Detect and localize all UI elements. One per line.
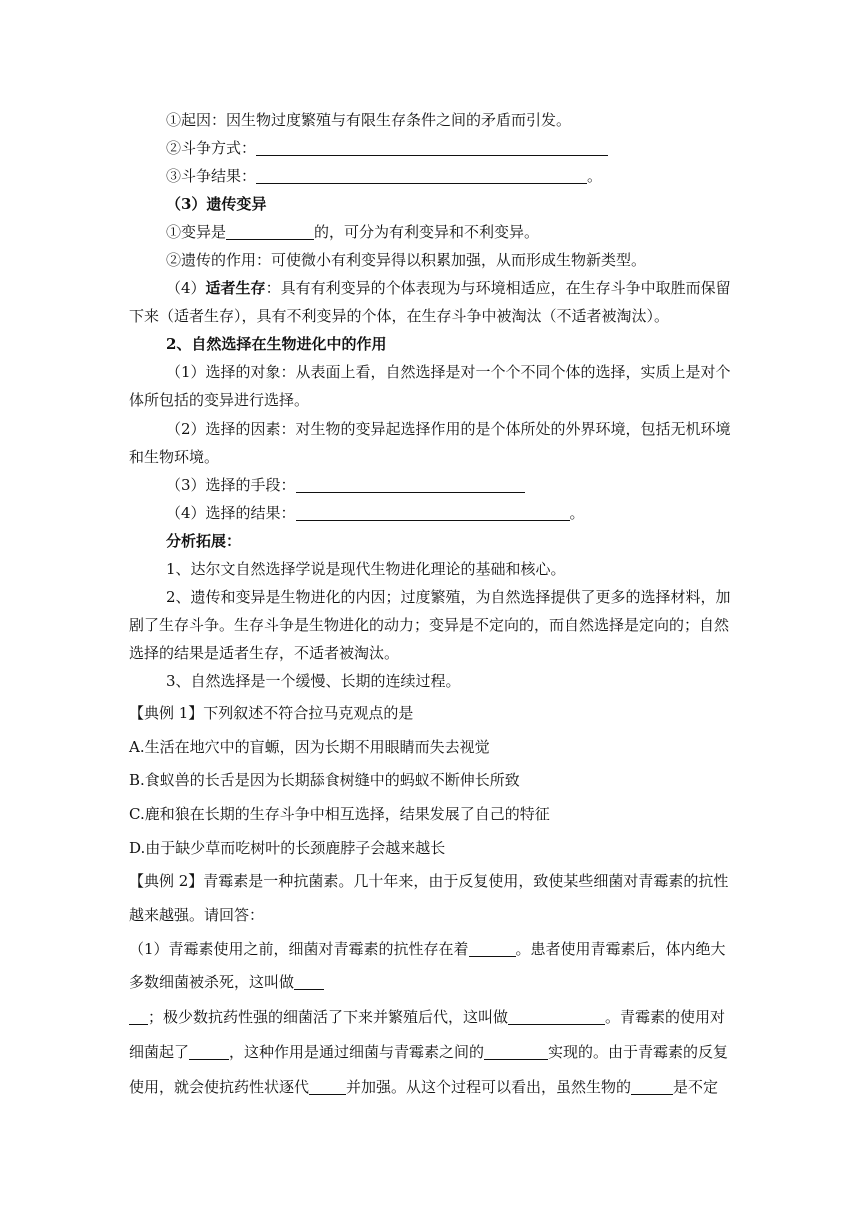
blank-line[interactable] — [631, 1080, 673, 1095]
blank-line[interactable] — [296, 506, 570, 521]
text-line-survival-cont: 下来（适者生存），具有不利变异的个体，在生存斗争中被淘汰（不适者被淘汰）。 — [129, 307, 670, 325]
text-line-result: （4）选择的结果： 。 — [166, 504, 585, 522]
example-2-q1-line-2: 多数细菌被杀死，这叫做 — [129, 973, 324, 991]
blank-line[interactable] — [189, 1045, 229, 1060]
text-line-analysis-2c: 选择的结果是适者生存，不适者被淘汰。 — [129, 644, 400, 662]
text-line-variation-1: ①变异是 的，可分为有利变异和不利变异。 — [166, 223, 540, 241]
section-heading-2: 2、自然选择在生物进化中的作用 — [166, 335, 387, 353]
example-2-q1-line-3: ；极少数抗药性强的细菌活了下来并繁殖后代，这叫做 。青霉素的使用对 — [129, 1008, 725, 1026]
blank-line[interactable] — [256, 169, 587, 184]
text-line-survival-head: （4）适者生存：具有有利变异的个体表现为与环境相适应，在生存斗争中取胜而保留 — [166, 279, 731, 297]
text-line-analysis-3: 3、自然选择是一个缓慢、长期的连续过程。 — [166, 672, 461, 690]
text-line-means: （3）选择的手段： — [166, 476, 525, 494]
text-line-cause: ①起因：因生物过度繁殖与有限生存条件之间的矛盾而引发。 — [166, 111, 572, 129]
subheading-analysis: 分析拓展： — [166, 532, 242, 550]
example-2-title-a: 【典例 2】青霉素是一种抗菌素。几十年来，由于反复使用，致使某些细菌对青霉素的抗性 — [129, 872, 729, 890]
blank-line[interactable] — [309, 1080, 346, 1095]
subheading-variation: （3）遗传变异 — [166, 195, 267, 213]
blank-line[interactable] — [296, 478, 525, 493]
text-line-object-2: 体所包括的变异进行选择。 — [129, 391, 310, 409]
text-line-struggle-way: ②斗争方式： — [166, 139, 608, 157]
text-line-struggle-result: ③斗争结果： 。 — [166, 167, 603, 185]
text-line-factor-2: 和生物环境。 — [129, 448, 220, 466]
text-line-analysis-1: 1、达尔文自然选择学说是现代生物进化理论的基础和核心。 — [166, 560, 566, 578]
example-2-q1-line-4: 细菌起了 ，这种作用是通过细菌与青霉素之间的 实现的。由于青霉素的反复 — [129, 1043, 729, 1061]
text-line-factor-1: （2）选择的因素：对生物的变异起选择作用的是个体所处的外界环境，包括无机环境 — [166, 420, 731, 438]
example-1-title: 【典例 1】下列叙述不符合拉马克观点的是 — [129, 704, 414, 722]
blank-line[interactable] — [226, 225, 314, 240]
example-1-option-b[interactable]: B.食蚁兽的长舌是因为长期舔食树缝中的蚂蚁不断伸长所致 — [129, 771, 520, 789]
text-line-analysis-2b: 剧了生存斗争。生存斗争是生物进化的动力；变异是不定向的，而自然选择是定向的；自然 — [129, 616, 730, 634]
text-line-analysis-2a: 2、遗传和变异是生物进化的内因；过度繁殖，为自然选择提供了更多的选择材料，加 — [166, 588, 731, 606]
blank-line[interactable] — [508, 1010, 605, 1025]
blank-line[interactable] — [469, 942, 516, 957]
example-2-q1-line-1: （1）青霉素使用之前，细菌对青霉素的抗性存在着 。患者使用青霉素后，体内绝大 — [129, 940, 726, 958]
example-2-q1-line-5: 使用，就会使抗药性状逐代 并加强。从这个过程可以看出，虽然生物的 是不定 — [129, 1078, 719, 1096]
text-line-object-1: （1）选择的对象：从表面上看，自然选择是对一个个不同个体的选择，实质上是对个 — [166, 363, 731, 381]
example-2-title-b: 越来越强。请回答： — [129, 906, 265, 924]
blank-line[interactable] — [484, 1045, 548, 1060]
example-1-option-c[interactable]: C.鹿和狼在长期的生存斗争中相互选择，结果发展了自己的特征 — [129, 805, 550, 823]
blank-line[interactable] — [129, 1010, 148, 1025]
blank-line[interactable] — [256, 141, 608, 156]
example-1-option-d[interactable]: D.由于缺少草而吃树叶的长颈鹿脖子会越来越长 — [129, 839, 446, 857]
blank-line[interactable] — [294, 975, 324, 990]
example-1-option-a[interactable]: A.生活在地穴中的盲螈，因为长期不用眼睛而失去视觉 — [129, 738, 490, 756]
text-line-variation-2: ②遗传的作用：可使微小有利变异得以积累加强，从而形成生物新类型。 — [166, 251, 647, 269]
